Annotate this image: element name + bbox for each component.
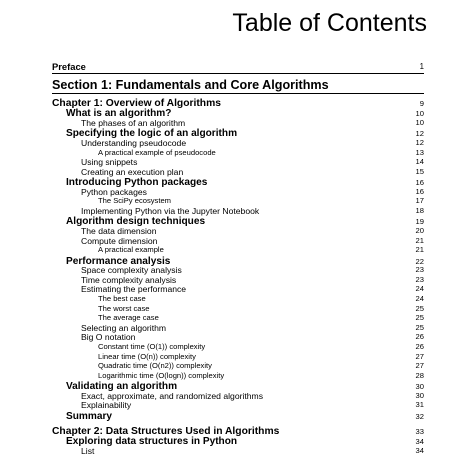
toc-entry-title: Exact, approximate, and randomized algorithms — [81, 390, 263, 401]
toc-entry[interactable] — [0, 118, 424, 128]
toc-entry-page: 13 — [415, 147, 424, 157]
toc-entry-title: Time complexity analysis — [81, 274, 177, 285]
toc-entry-title: Creating an execution plan — [81, 166, 184, 177]
toc-entry-title: Python packages — [81, 186, 147, 197]
toc-entry[interactable] — [0, 187, 424, 197]
toc-entry[interactable] — [0, 275, 424, 285]
toc-entry-page: 12 — [415, 138, 424, 147]
toc-entry-title: Chapter 2: Data Structures Used in Algorithms — [52, 425, 280, 437]
toc-entry-page: 27 — [415, 361, 424, 371]
toc-entry-page: 18 — [415, 206, 424, 215]
toc-entry[interactable] — [0, 98, 424, 108]
toc-entry-page: 28 — [415, 370, 424, 380]
toc-entry-page: 12 — [415, 129, 424, 139]
toc-entry[interactable] — [0, 226, 424, 236]
toc-entry-title: The SciPy ecosystem — [98, 196, 172, 206]
toc-entry-title: Introducing Python packages — [66, 177, 208, 189]
toc-entry-page: 34 — [415, 445, 424, 455]
toc-entry[interactable] — [0, 332, 424, 342]
toc-entry-page: 25 — [415, 322, 424, 332]
toc-entry-title: Linear time (O(n)) complexity — [98, 351, 196, 361]
toc-entry-title: Explainability — [81, 400, 132, 411]
toc-entry-title: Summary — [66, 410, 113, 422]
toc-entry[interactable] — [0, 400, 424, 410]
page-title: Table of Contents — [232, 9, 427, 37]
toc-entry-title: Chapter 1: Overview of Algorithms — [52, 98, 221, 109]
toc-entry[interactable] — [0, 177, 424, 187]
toc-entry[interactable] — [0, 196, 424, 206]
toc-entry-page: 26 — [415, 332, 424, 342]
toc-entry-title: Understanding pseudocode — [81, 138, 187, 148]
toc-entry-title: Quadratic time (O(n2)) complexity — [98, 361, 212, 371]
toc-entry-page: 16 — [415, 178, 424, 188]
toc-entry-title: The data dimension — [81, 226, 157, 236]
toc-entry[interactable] — [0, 446, 424, 456]
toc-entry[interactable] — [0, 313, 424, 323]
toc-entry-page: 9 — [419, 99, 424, 108]
toc-entry[interactable] — [0, 167, 424, 177]
toc-entry[interactable] — [0, 138, 424, 148]
toc-entry[interactable] — [0, 323, 424, 333]
toc-entry-page: 34 — [415, 437, 424, 447]
toc-entry-page: 21 — [415, 235, 424, 245]
toc-entry-title: Estimating the performance — [81, 284, 187, 295]
toc-entry-title: Big O notation — [81, 332, 136, 343]
preface-label: Preface — [52, 61, 86, 72]
toc-entry-title: Selecting an algorithm — [81, 322, 167, 333]
preface-page: 1 — [419, 62, 424, 71]
toc-entry[interactable] — [0, 361, 424, 371]
toc-entry-page: 30 — [415, 382, 424, 392]
toc-entry-title: Performance analysis — [66, 255, 171, 267]
toc-entry[interactable] — [0, 216, 424, 226]
toc-entry-title: Specifying the logic of an algorithm — [66, 128, 238, 140]
toc-entry-page: 14 — [415, 157, 424, 167]
toc-entry-title: The phases of an algorithm — [81, 118, 186, 128]
toc-entry[interactable] — [0, 426, 424, 436]
toc-entry-title: A practical example — [98, 245, 164, 255]
toc-entry-title: The worst case — [98, 303, 150, 313]
toc-entry-title: List — [81, 445, 95, 456]
toc-entry-title: Implementing Python via the Jupyter Notebook — [81, 206, 260, 216]
toc-entry-page: 25 — [415, 313, 424, 323]
toc-entry-page: 23 — [415, 265, 424, 275]
toc-entry-title: A practical example of pseudocode — [98, 147, 216, 157]
toc-entry-page: 10 — [415, 109, 424, 119]
toc-entry-title: Exploring data structures in Python — [66, 436, 238, 448]
toc-entry-page: 26 — [415, 342, 424, 351]
toc-entry-page: 23 — [415, 274, 424, 284]
toc-entry-page: 15 — [415, 166, 424, 176]
toc-entry[interactable] — [0, 304, 424, 314]
toc-entry[interactable] — [0, 157, 424, 167]
toc-entry-title: The best case — [98, 294, 146, 303]
toc-entry-title: Validating an algorithm — [66, 381, 178, 393]
toc-entry-page: 33 — [415, 426, 424, 436]
toc-entry[interactable] — [0, 236, 424, 246]
toc-entry-page: 10 — [415, 118, 424, 127]
toc-entry-title: What is an algorithm? — [66, 108, 172, 120]
toc-entry-title: Using snippets — [81, 157, 138, 168]
toc-entry-page: 31 — [415, 400, 424, 410]
toc-entry-page: 22 — [415, 256, 424, 266]
toc-entry-page: 19 — [415, 217, 424, 227]
toc-entry[interactable] — [0, 391, 424, 401]
toc-entry-title: The average case — [98, 313, 159, 323]
toc-entry-page: 32 — [415, 411, 424, 421]
toc-entry[interactable] — [0, 352, 424, 362]
toc-entry[interactable] — [0, 256, 424, 266]
toc-entry-title: Algorithm design techniques — [66, 216, 206, 228]
toc-entry[interactable] — [0, 128, 424, 138]
toc-entry-page: 20 — [415, 226, 424, 235]
toc-entry[interactable] — [0, 381, 424, 391]
toc-entry[interactable] — [0, 436, 424, 446]
toc-entry-page: 25 — [415, 303, 424, 313]
toc-entry-page: 24 — [415, 294, 424, 303]
toc-entry[interactable] — [0, 342, 424, 352]
toc-entry[interactable] — [0, 284, 424, 294]
toc-entry-page: 27 — [415, 351, 424, 361]
toc-entry[interactable] — [0, 265, 424, 275]
toc-entry-page: 16 — [415, 186, 424, 196]
toc-entry[interactable] — [0, 411, 424, 421]
toc-entry[interactable] — [0, 108, 424, 118]
toc-entry-title: Logarithmic time (O(logn)) complexity — [98, 370, 225, 380]
toc-entry[interactable] — [0, 371, 424, 381]
toc-entry-page: 24 — [415, 284, 424, 294]
toc-entry-title: Constant time (O(1)) complexity — [98, 342, 206, 351]
toc-entry[interactable] — [0, 206, 424, 216]
toc-entry-page: 17 — [415, 196, 424, 206]
toc-entry[interactable] — [0, 148, 424, 158]
toc-entry-title: Space complexity analysis — [81, 265, 182, 276]
toc-entry-title: Compute dimension — [81, 235, 158, 246]
toc-entry-page: 30 — [415, 390, 424, 400]
toc-entry[interactable] — [0, 294, 424, 304]
section-heading: Section 1: Fundamentals and Core Algorithms — [52, 78, 424, 94]
toc-entry-page: 21 — [415, 245, 424, 255]
toc-entry[interactable] — [0, 245, 424, 255]
